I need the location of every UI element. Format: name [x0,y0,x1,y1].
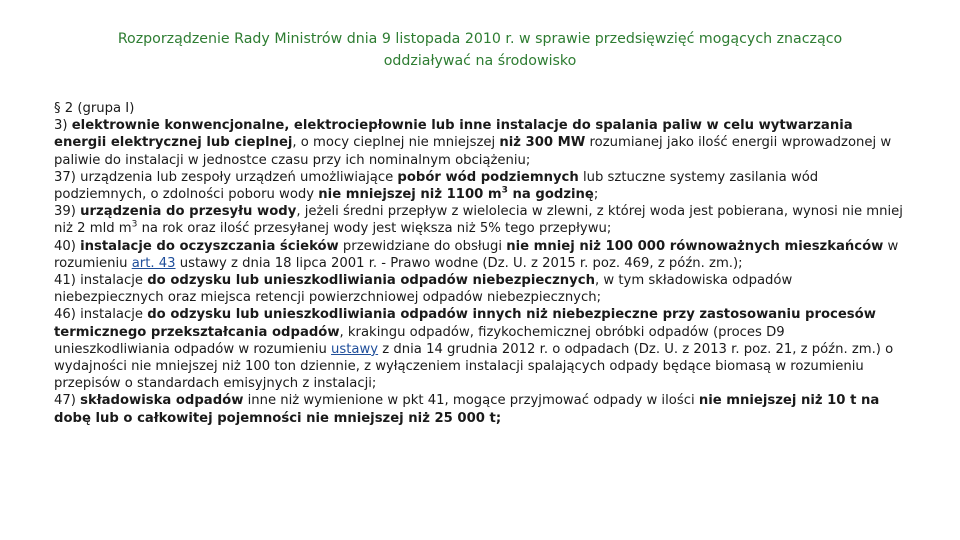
item-3: 3) elektrownie konwencjonalne, elektrociepłownie lub inne instalacje do spalania paliw w celu wytwarzania energii elektrycznej lub cieplnej, o mocy cieplnej nie mniejszej niż 300 MW rozumianej jako ilość energii wprowadzonej w paliwie do instalacji w jednostce czasu przy ich nominalnym obciążeniu; [54,118,892,168]
document-body [54,100,904,427]
title-line-1: Rozporządzenie Rady Ministrów dnia 9 listopada 2010 r. w sprawie przedsięwzięć mogących znacząco [117,31,843,47]
ustawy-link[interactable]: ustawy [331,341,379,357]
item-39: 39) urządzenia do przesyłu wody, jeżeli średni przepływ z wielolecia w zlewni, z której woda jest pobierana, wynosi nie mniej niż 2 mld $m^3$ na rok oraz ilość przesyłanej wody jest większa niż 5% tego przepływu; [54,204,903,237]
item-46: 46) instalacje do odzysku lub unieszkodliwiania odpadów innych niż niebezpieczne przy zastosowaniu procesów termicznego przekształcania odpadów, krakingu odpadów, fizykochemicznej obróbki odpadów (proces D9 unieszkodliwiania odpadów w rozumieniu ustawy z dnia 14 grudnia 2012 r. o odpadach (Dz. U. z 2013 r. poz. 21, z późn. zm.) o wydajności nie mniejszej niż 100 ton dziennie, z wyłączeniem instalacji spalających odpady będące biomasą w rozumieniu przepisów o standardach emisyjnych z instalacji; [54,307,894,392]
document-title [80,28,880,72]
title-line-2: oddziaływać na środowisko [383,53,577,69]
item-37: 37) urządzenia lub zespoły urządzeń umożliwiające pobór wód podziemnych lub sztuczne systemy zasilania wód podziemnych, o zdolności poboru wody nie mniejszej niż 1100 $m^3$ na godzinę; [54,169,819,203]
art-43-link[interactable]: art. 43 [131,255,176,271]
item-41: 41) instalacje do odzysku lub unieszkodliwiania odpadów niebezpiecznych, w tym składowiska odpadów niebezpiecznych oraz miejsca retencji powierzchniowej odpadów niebezpiecznych; [54,273,793,306]
item-47: 47) składowiska odpadów inne niż wymienione w pkt 41, mogące przyjmować odpady w ilości nie mniejszej niż 10 t na dobę lub o całkowitej pojemności nie mniejszej niż 25 000 t; [54,393,880,426]
item-40: 40) instalacje do oczyszczania ścieków przewidziane do obsługi nie mniej niż 100 000 równoważnych mieszkańców w rozumieniu art. 43 ustawy z dnia 18 lipca 2001 r. - Prawo wodne (Dz. U. z 2015 r. poz. 469, z późn. zm.); [54,238,899,271]
section-heading: § 2 (grupa I) [54,101,135,116]
